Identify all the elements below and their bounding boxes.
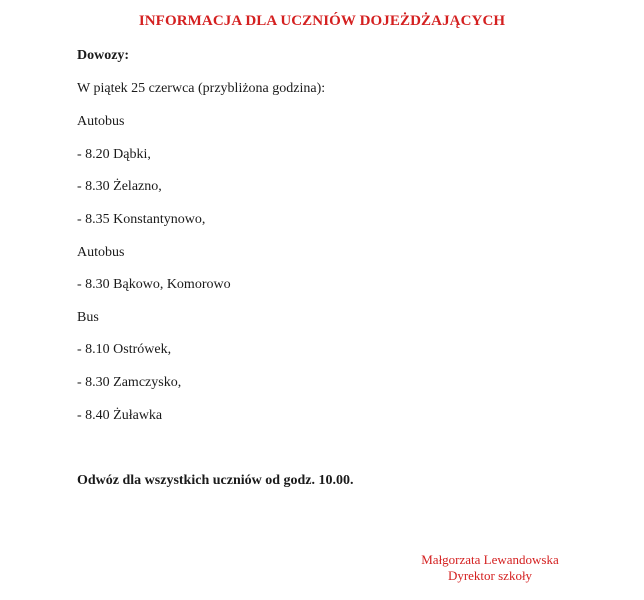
stop-item: - 8.30 Żelazno,: [77, 179, 162, 194]
vehicle-label: Bus: [77, 310, 99, 325]
stop-item: - 8.10 Ostrówek,: [77, 342, 172, 357]
dowozy-heading: Dowozy:: [77, 48, 130, 63]
vehicle-label: Autobus: [77, 114, 125, 129]
stop-item: - 8.35 Konstantynowo,: [77, 212, 206, 227]
stop-item: - 8.30 Bąkowo, Komorowo: [77, 277, 231, 292]
stop-item: - 8.40 Żuławka: [77, 408, 163, 423]
stop-item: - 8.30 Zamczysko,: [77, 375, 182, 390]
signature-block: [400, 552, 580, 584]
signature-role: Dyrektor szkoły: [447, 568, 533, 583]
document-title: INFORMACJA DLA UCZNIÓW DOJEŻDŻAJĄCYCH: [138, 13, 506, 29]
signature-name: Małgorzata Lewandowska: [421, 552, 559, 567]
return-note: Odwóz dla wszystkich uczniów od godz. 10.00.: [77, 473, 354, 488]
date-line: W piątek 25 czerwca (przybliżona godzina):: [77, 81, 326, 96]
stop-item: - 8.20 Dąbki,: [77, 147, 151, 162]
vehicle-label: Autobus: [77, 245, 125, 260]
